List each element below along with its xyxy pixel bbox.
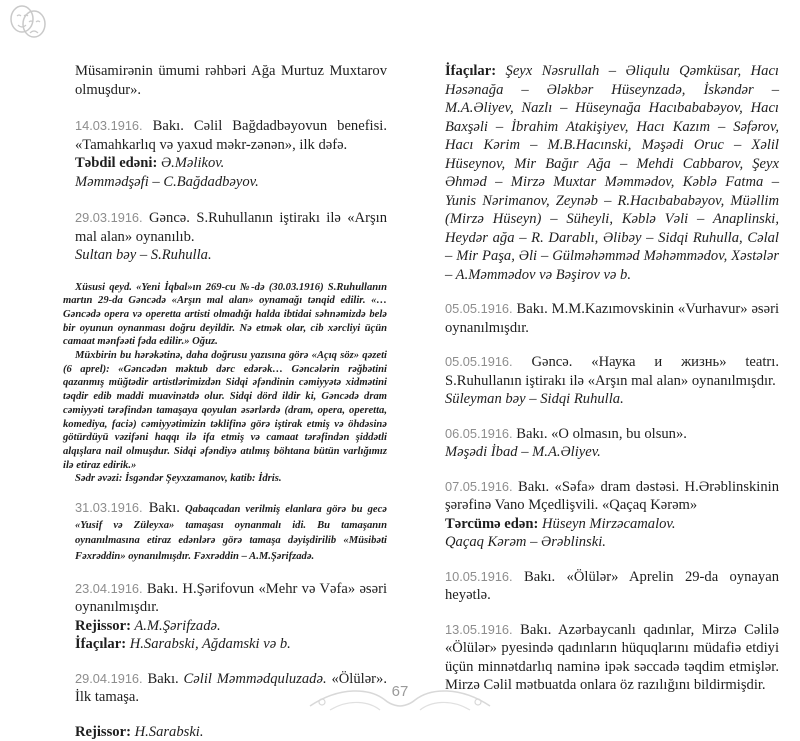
left-column xyxy=(63,62,387,741)
theatre-masks-icon xyxy=(8,4,48,40)
role-value: H.Sarabski, Ağdamski və b. xyxy=(126,636,291,653)
entry-date: 05.05.1916. xyxy=(445,354,513,369)
entry-0705 xyxy=(433,478,779,515)
role-value: H.Sarabski. xyxy=(130,723,204,740)
entry-lead: Bakı. xyxy=(142,500,180,517)
entry-1005 xyxy=(433,568,779,605)
entry-2304 xyxy=(63,580,387,617)
entry-date: 29.03.1916. xyxy=(75,210,143,225)
entry-date: 10.05.1916. xyxy=(445,568,513,584)
entry-date: 29.04.1916. xyxy=(75,670,143,686)
director-line xyxy=(63,723,387,741)
performers-line xyxy=(63,635,387,654)
entry-text: Bakı. Cəlil Bağdadbəyovun benefisi. «Tamahkarlıq və yaxud məkr-zənən», ilk dəfə. xyxy=(75,118,387,153)
entry-0505-baku xyxy=(433,300,779,337)
entry-text: Bakı. «O olmasın, bu olsun». xyxy=(512,425,687,442)
cast-line: Süleyman bəy – Sidqi Ruhulla. xyxy=(445,391,624,407)
page-number: 67 xyxy=(391,683,409,700)
role-label: Rejissor: xyxy=(75,723,131,740)
cast-line: Məşədi İbad – M.A.Əliyev. xyxy=(445,444,601,460)
role-value: Hüseyn Mirzəcamalov. xyxy=(538,515,676,532)
role-label: Tərcümə edən: xyxy=(445,515,539,532)
cast-line: Sultan bəy – S.Ruhulla. xyxy=(75,247,212,263)
entry-date: 06.05.1916. xyxy=(445,425,513,441)
entry-date: 14.03.1916. xyxy=(75,118,143,133)
entry-2903 xyxy=(63,209,387,246)
cast-line: Məmmədşəfi – C.Bağdadbəyov. xyxy=(75,173,259,190)
entry-text: Bakı. «Ölülər» Aprelin 29-da oynayan heyətlə. xyxy=(445,568,779,603)
translator-line xyxy=(433,515,779,534)
special-note: Xüsusi qeyd. «Yeni İqbal»ın 269-cu №-də (30.03.1916) S.Ruhullanın martın 29-da Gəncədə «Arşın mal alan» oynamağı tənqid edilir. «…Gəncədə opera və operetta artisti olmadığı halda ibtidai səhnəmizdə belə bir oyunun oynanması doğru deyildir. Nə etmək olar, cib xərcliyi üçün camaat mənfəəti fəda edilir.» Oğuz. xyxy=(63,281,387,348)
correspondent-note: Müxbirin bu hərəkətinə, daha doğrusu yazısına görə «Açıq söz» qəzeti (6 aprel): «Gəncədən məktub dərc edərək… Gəncələrin rəğbətini qazanmış müğtədir artistlərimizdən Sidqi əfəndinin cəmiyyətə xidmətini təqdir edib maddi muavinətdə olur. Sidqi dörd ildir ki, Gəncədə dram cəmiyyəti tərəfindən tamaşaya qoyulan əsərlərdə (dram, opera, operetta, komediya, faciə) cəmiyyətimizin təklifinə görə iştirak etmiş və öhdəsinə götürdüyü vəzifəni haqqı ilə ifa etmiş və camaat tərəfindən şiddətli alqışlara nail olmuşdur. Sidqi əfəndiyə atılmış böhtana bütün varlığımız ilə etiraz edirik.» xyxy=(63,350,387,471)
entry-date: 05.05.1916. xyxy=(445,301,513,316)
entry-text: Qabaqcadan verilmiş elanlara görə bu gecə «Yusif və Züleyxa» tamaşası oynanmalı idi. Bu tamaşanın oynanılmasına etiraz edənlərə görə tamaşa dəyişdirilib «Müsibəti Fəxrəddin» oynanılmışdır. Fəxrəddin – A.M.Şərifzadə. xyxy=(75,504,387,563)
signature-note: Sədr əvəzi: İsgəndər Şeyxzamanov, katib: İdris. xyxy=(75,473,282,485)
director-line xyxy=(63,617,387,636)
intro-paragraph: Müsamirənin ümumi rəhbəri Ağa Murtuz Muxtarov olmuşdur». xyxy=(75,63,387,98)
entry-text: Bakı. H.Şərifovun «Mehr və Vəfa» əsəri oynanılmışdır. xyxy=(75,580,387,616)
entry-date: 31.03.1916. xyxy=(75,500,143,516)
entry-text: Bakı. Azərbaycanlı qadınlar, Mirzə Cəlilə «Ölülər» pyesində qadınların hüquqlarını müdafiə etdiyi üçün minnətdarlıq naminə ipək səccadə təqdim etmişlər. Mirzə Cəlil mətbuatda onlara öz razılığını bildirmişdir. xyxy=(445,621,779,693)
entry-text: Bakı. M.M.Kazımovskinin «Vurhavur» əsəri oynanılmışdır. xyxy=(445,301,779,336)
entry-date: 07.05.1916. xyxy=(445,478,513,494)
performers-list xyxy=(433,62,779,284)
role-value: Şeyx Nəsrullah – Əliqulu Qəmküsar, Hacı Həsənağa – Ələkbər Hüseynzadə, İskəndər – M.A.Əliyev, Nazlı – Hüseynağa Hacıbababəyov, Hacı Baxşəli – İbrahim Atakişiyev, Hacı Kazım – Səfərov, Hacı Kərim – M.B.Hacınski, Məşədi Oruc – Xəlil Hüseynov, Mir Bağır Ağa – Mehdi Cabbarov, Şeyx Əhməd – Mirzə Muxtar Məmmədov, Kəblə Fatma – Yunis Nərimanov, Zeynəb – R.Hacıbababəyov, Müəllim (Mirzə Hüseyn) – Süheyli, Kəblə Vəli – Anaplinski, Heydər ağa – R. Darablı, Əlibəy – Sidqi Ruhulla, Cəlal – Mir Paşa, Əli – Gülməhəmməd Məhəmmədov, Xəstələr – A.Məmmədov və Bəşirov və b. xyxy=(445,63,779,283)
entry-text: «Ölülər». İlk tamaşa. xyxy=(75,670,387,706)
entry-0505-ganja xyxy=(433,353,779,390)
role-value: A.M.Şərifzadə. xyxy=(130,617,221,634)
entry-author: Cəlil Məmmədquluzadə. xyxy=(183,670,327,687)
translator-line xyxy=(63,154,387,173)
role-label: İfaçılar: xyxy=(445,63,497,79)
role-label: Təbdil edəni: xyxy=(75,155,158,171)
entry-date: 13.05.1916. xyxy=(445,621,513,637)
entry-text: Bakı. «Səfa» dram dəstəsi. H.Ərəblinskinin şərəfinə Vano Mçedlişvili. «Qaçaq Kərəm» xyxy=(445,478,779,513)
entry-3103 xyxy=(63,500,387,564)
entry-text: Gəncə. S.Ruhullanın iştirakı ilə «Arşın mal alan» oynanılıb. xyxy=(75,210,387,245)
role-label: İfaçılar: xyxy=(75,636,127,653)
entry-0605 xyxy=(433,425,779,444)
role-value: Ə.Məlikov. xyxy=(157,155,225,171)
right-column xyxy=(433,62,779,695)
role-label: Rejissor: xyxy=(75,617,131,634)
cast-line: Qaçaq Kərəm – Ərəblinski. xyxy=(445,534,606,550)
entry-text: Gəncə. «Наука и жизнь» teatrı. S.Ruhullanın iştirakı ilə «Arşın mal alan» oynanılmışdır. xyxy=(445,354,779,389)
entry-lead: Bakı. xyxy=(142,670,184,687)
entry-1903 xyxy=(63,117,387,154)
entry-date: 23.04.1916. xyxy=(75,580,143,596)
